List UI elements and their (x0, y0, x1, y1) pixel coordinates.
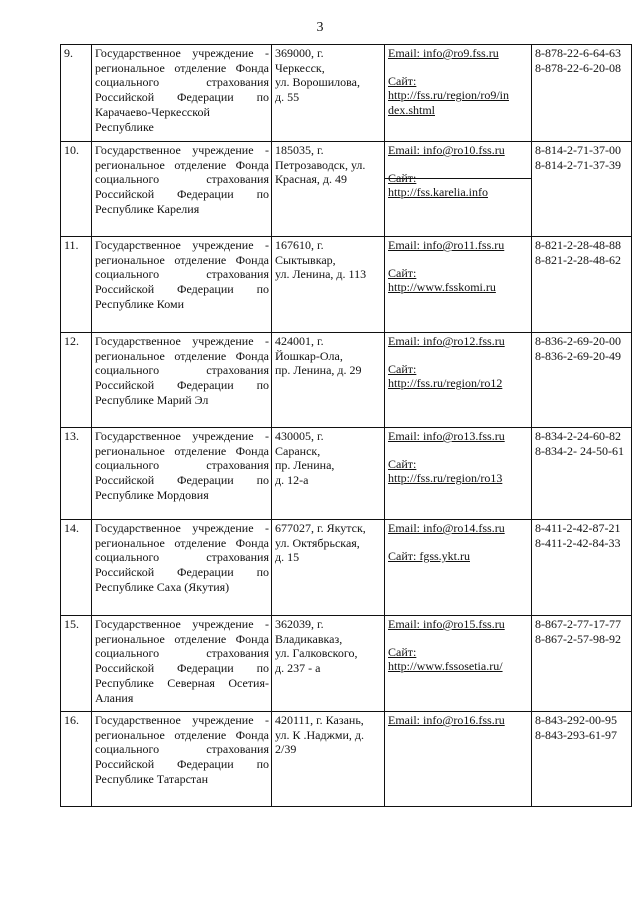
address-line: ул. Галковского, (275, 646, 358, 661)
branch-name: Государственное учреждение - региональное отделение Фонда социального страхования Российской Федерации по Республике Коми (92, 237, 272, 333)
address-line: ул. Октябрьская, (275, 535, 360, 550)
branch-address (272, 428, 385, 520)
branch-contacts (385, 616, 532, 712)
phone-number: 8-878-22-6-64-63 (535, 46, 621, 60)
address-line: 369000, г. (275, 46, 324, 60)
phone-number: 8-834-2-24-60-82 (535, 429, 621, 443)
address-line: 430005, г. (275, 429, 324, 443)
phone-number: 8-878-22-6-20-08 (535, 60, 621, 75)
address-line: 167610, г. (275, 238, 324, 252)
table-row (61, 712, 632, 807)
table-row (61, 428, 632, 520)
address-line: ул. Ворошилова, (275, 75, 360, 90)
branch-address (272, 237, 385, 333)
site-label: Сайт: (388, 456, 417, 471)
website-link[interactable]: http://fss.ru/region/ro9/in (388, 88, 509, 103)
site-label: Сайт: (388, 644, 417, 659)
phone-number: 8-411-2-42-84-33 (535, 535, 621, 550)
branch-phones (532, 142, 632, 237)
row-number: 9. (61, 45, 92, 142)
website-link[interactable]: http://fss.karelia.info (388, 185, 488, 200)
spacer (388, 158, 529, 171)
branch-contacts (385, 333, 532, 428)
branch-name: Государственное учреждение - региональное отделение Фонда социального страхования Российской Федерации по Республике Саха (Якутия) (92, 520, 272, 616)
site-label[interactable]: Сайт: fgss.ykt.ru (388, 548, 470, 563)
website-link[interactable]: http://fss.ru/region/ro13 (388, 471, 503, 486)
spacer (388, 444, 529, 457)
branch-phones (532, 520, 632, 616)
branch-address (272, 616, 385, 712)
address-line: ул. К .Наджми, д. (275, 727, 364, 742)
address-line: пр. Ленина, (275, 458, 335, 473)
table-row (61, 333, 632, 428)
branch-address (272, 45, 385, 142)
phone-number: 8-834-2- 24-50-61 (535, 443, 624, 458)
phone-number: 8-843-292-00-95 (535, 713, 617, 727)
phone-number: 8-821-2-28-48-62 (535, 252, 621, 267)
branch-phones (532, 333, 632, 428)
address-line: д. 237 - а (275, 661, 321, 676)
website-link[interactable]: http://fss.ru/region/ro12 (388, 376, 503, 391)
row-number: 13. (61, 428, 92, 520)
branch-phones (532, 712, 632, 807)
phone-number: 8-821-2-28-48-88 (535, 238, 621, 252)
email-link[interactable]: Email: info@ro9.fss.ru (388, 46, 499, 60)
table-row (61, 520, 632, 616)
table-row (61, 616, 632, 712)
website-link[interactable]: dex.shtml (388, 103, 435, 118)
page-number: 3 (316, 20, 324, 35)
phone-number: 8-411-2-42-87-21 (535, 521, 621, 535)
branch-address (272, 333, 385, 428)
spacer (388, 536, 529, 549)
website-link[interactable]: http://www.fsskomi.ru (388, 280, 496, 295)
phone-number: 8-843-293-61-97 (535, 727, 617, 742)
branch-contacts (385, 142, 532, 237)
branch-contacts (385, 237, 532, 333)
branch-name: Государственное учреждение - региональное отделение Фонда социального страхования Российской Федерации по Республике Марий Эл (92, 333, 272, 428)
address-line: Красная, д. 49 (275, 172, 348, 187)
site-label: Сайт: (388, 265, 417, 280)
email-link[interactable]: Email: info@ro16.fss.ru (388, 713, 505, 727)
address-line: ул. Ленина, д. 113 (275, 267, 367, 282)
address-line: 2/39 (275, 742, 297, 757)
address-line: Владикавказ, (275, 631, 343, 646)
spacer (388, 61, 529, 74)
branch-address (272, 142, 385, 237)
table-row (61, 142, 632, 237)
phone-number: 8-814-2-71-37-39 (535, 157, 621, 172)
website-link[interactable]: http://www.fssosetia.ru/ (388, 659, 503, 674)
spacer (388, 349, 529, 362)
branch-phones (532, 45, 632, 142)
phone-number: 8-814-2-71-37-00 (535, 143, 621, 157)
phone-number: 8-836-2-69-20-00 (535, 334, 621, 348)
address-line: 424001, г. (275, 334, 324, 348)
address-line: Сыктывкар, (275, 252, 336, 267)
branch-name: Государственное учреждение - региональное отделение Фонда социального страхования Российской Федерации по Республике Мордовия (92, 428, 272, 520)
branch-contacts (385, 520, 532, 616)
address-line: пр. Ленина, д. 29 (275, 363, 362, 378)
branch-address (272, 712, 385, 807)
branch-phones (532, 237, 632, 333)
phone-number: 8-867-2-57-98-92 (535, 631, 621, 646)
branch-name: Государственное учреждение - региональное отделение Фонда социального страхования Российской Федерации по Республике Карелия (92, 142, 272, 237)
branch-name: Государственное учреждение - региональное отделение Фонда социального страхования Российской Федерации по Республике Северная Осетия-Алания (92, 616, 272, 712)
address-line: 185035, г. (275, 143, 324, 157)
spacer (388, 632, 529, 645)
table-row (61, 45, 632, 142)
fss-branches-table (60, 44, 632, 807)
phone-number: 8-867-2-77-17-77 (535, 617, 621, 631)
email-link[interactable]: Email: info@ro10.fss.ru (388, 143, 505, 157)
branch-contacts (385, 428, 532, 520)
email-link[interactable]: Email: info@ro13.fss.ru (388, 429, 505, 443)
address-line: Йошкар-Ола, (275, 348, 343, 363)
site-label: Сайт: (388, 361, 417, 376)
table-row (61, 237, 632, 333)
address-line: д. 12-а (275, 473, 309, 488)
branch-name: Государственное учреждение - региональное отделение Фонда социального страхования Российской Федерации по Карачаево-Черкесской Республике (92, 45, 272, 142)
address-line: 677027, г. Якутск, (275, 521, 366, 535)
row-number: 10. (61, 142, 92, 237)
phone-number: 8-836-2-69-20-49 (535, 348, 621, 363)
site-label: Сайт: (388, 73, 417, 88)
email-link[interactable]: Email: info@ro15.fss.ru (388, 617, 505, 631)
address-line: Саранск, (275, 443, 321, 458)
branch-address (272, 520, 385, 616)
email-link[interactable]: Email: info@ro11.fss.ru (388, 238, 505, 252)
email-link[interactable]: Email: info@ro14.fss.ru (388, 521, 505, 535)
address-line: Петрозаводск, ул. (275, 157, 366, 172)
address-line: д. 55 (275, 90, 300, 105)
address-line: Черкесск, (275, 60, 325, 75)
branch-contacts (385, 712, 532, 807)
row-number: 14. (61, 520, 92, 616)
address-line: 362039, г. (275, 617, 324, 631)
row-number: 12. (61, 333, 92, 428)
address-line: д. 15 (275, 550, 300, 565)
row-number: 11. (61, 237, 92, 333)
site-label: Сайт: (388, 170, 417, 185)
row-number: 16. (61, 712, 92, 807)
cell-divider (385, 178, 531, 179)
email-link[interactable]: Email: info@ro12.fss.ru (388, 334, 505, 348)
branch-phones (532, 616, 632, 712)
row-number: 15. (61, 616, 92, 712)
branch-phones (532, 428, 632, 520)
spacer (388, 253, 529, 266)
address-line: 420111, г. Казань, (275, 713, 364, 727)
branch-contacts (385, 45, 532, 142)
branch-name: Государственное учреждение - региональное отделение Фонда социального страхования Российской Федерации по Республике Татарстан (92, 712, 272, 807)
